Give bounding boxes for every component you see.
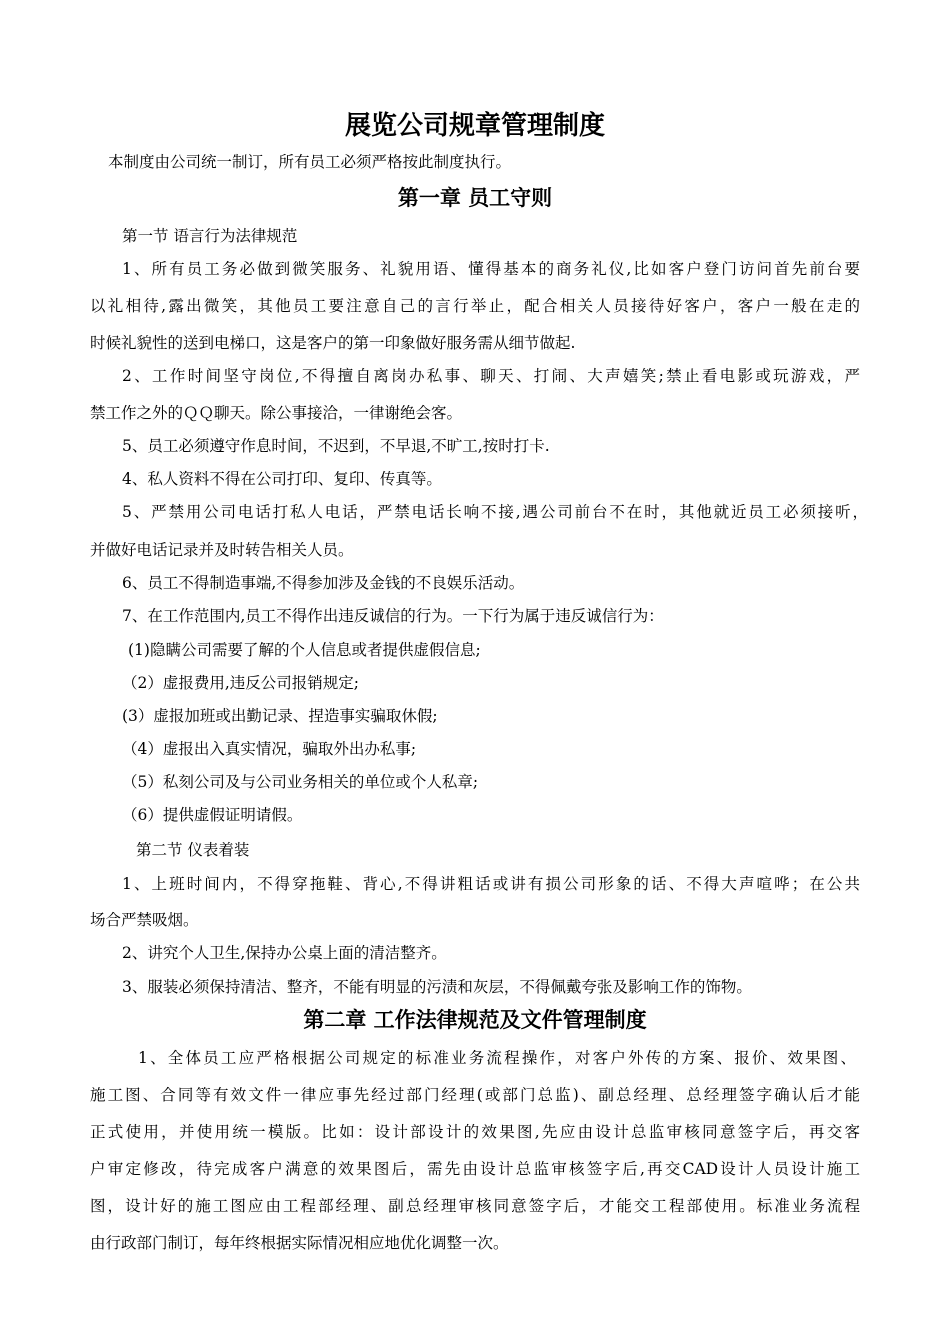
ch1-item5-line2: 并做好电话记录并及时转告相关人员。 [90, 541, 354, 559]
ch1-item1-line3: 时候礼貌性的送到电梯口，这是客户的第一印象做好服务需从细节做起. [90, 334, 576, 352]
section1-heading: 第一节 语言行为法律规范 [122, 227, 298, 245]
ch2-item1-line6: 由行政部门制订，每年终根据实际情况相应地优化调整一次。 [90, 1234, 509, 1252]
ch2-item1-line1: 1、全体员工应严格根据公司规定的标准业务流程操作，对客户外传的方案、报价、效果图、 [138, 1049, 856, 1067]
section2-heading: 第二节 仪表着装 [136, 841, 250, 859]
ch1-sub1: (1)隐瞒公司需要了解的个人信息或者提供虚假信息; [128, 641, 481, 659]
ch1-sub5: （5）私刻公司及与公司业务相关的单位或个人私章; [122, 773, 479, 791]
ch1-item4: 4、私人资料不得在公司打印、复印、传真等。 [122, 470, 442, 488]
ch1-s2-item1-line2: 场合严禁吸烟。 [90, 911, 199, 929]
ch1-sub2: （2）虚报费用,违反公司报销规定; [122, 674, 360, 692]
ch1-sub3: (3）虚报加班或出勤记录、捏造事实骗取休假; [122, 707, 438, 725]
ch1-item3: 5、员工必须遵守作息时间，不迟到，不早退,不旷工,按时打卡. [122, 437, 550, 455]
ch1-s2-item1-line1: 1、上班时间内，不得穿拖鞋、背心,不得讲粗话或讲有损公司形象的话、不得大声喧哗；在公共 [122, 875, 860, 893]
ch2-item1-line5: 图，设计好的施工图应由工程部经理、副总经理审核同意签字后，才能交工程部使用。标准业务流程 [90, 1197, 860, 1215]
ch1-item7: 7、在工作范围内,员工不得作出违反诚信的行为。一下行为属于违反诚信行为： [122, 607, 664, 625]
document-title: 展览公司规章管理制度 [344, 111, 605, 141]
ch2-item1-line2: 施工图、合同等有效文件一律应事先经过部门经理(或部门总监)、副总经理、总经理签字确认后才能 [90, 1086, 860, 1104]
chapter1-heading: 第一章 员工守则 [397, 185, 553, 210]
ch1-s2-item2: 2、讲究个人卫生,保持办公桌上面的清洁整齐。 [122, 944, 447, 962]
chapter2-heading: 第二章 工作法律规范及文件管理制度 [303, 1007, 647, 1032]
ch1-item2-line1: 2、工作时间坚守岗位,不得擅自离岗办私事、聊天、打闹、大声嬉笑;禁止看电影或玩游戏，严 [122, 367, 860, 385]
intro-text: 本制度由公司统一制订，所有员工必须严格按此制度执行。 [108, 153, 512, 171]
ch1-sub4: （4）虚报出入真实情况，骗取外出办私事; [122, 740, 417, 758]
ch1-s2-item3: 3、服装必须保持清洁、整齐，不能有明显的污渍和灰层，不得佩戴夸张及影响工作的饰物。 [122, 978, 752, 996]
ch1-item1-line2: 以礼相待,露出微笑，其他员工要注意自己的言行举止，配合相关人员接待好客户，客户一般在走的 [90, 297, 860, 315]
ch2-item1-line4: 户审定修改，待完成客户满意的效果图后，需先由设计总监审核签字后,再交CAD设计人员设计施工 [90, 1160, 860, 1178]
ch1-item1-line1: 1、所有员工务必做到微笑服务、礼貌用语、懂得基本的商务礼仪,比如客户登门访问首先前台要 [122, 260, 860, 278]
ch1-item6: 6、员工不得制造事端,不得参加涉及金钱的不良娱乐活动。 [122, 574, 525, 592]
ch1-item2-line2: 禁工作之外的ＱＱ聊天。除公事接洽，一律谢绝会客。 [90, 404, 463, 422]
ch1-sub6: （6）提供虚假证明请假。 [122, 806, 303, 824]
ch1-item5-line1: 5、严禁用公司电话打私人电话，严禁电话长响不接,遇公司前台不在时，其他就近员工必须接听， [122, 503, 868, 521]
ch2-item1-line3: 正式使用，并使用统一模版。比如：设计部设计的效果图,先应由设计总监审核同意签字后，再交客 [90, 1123, 860, 1141]
